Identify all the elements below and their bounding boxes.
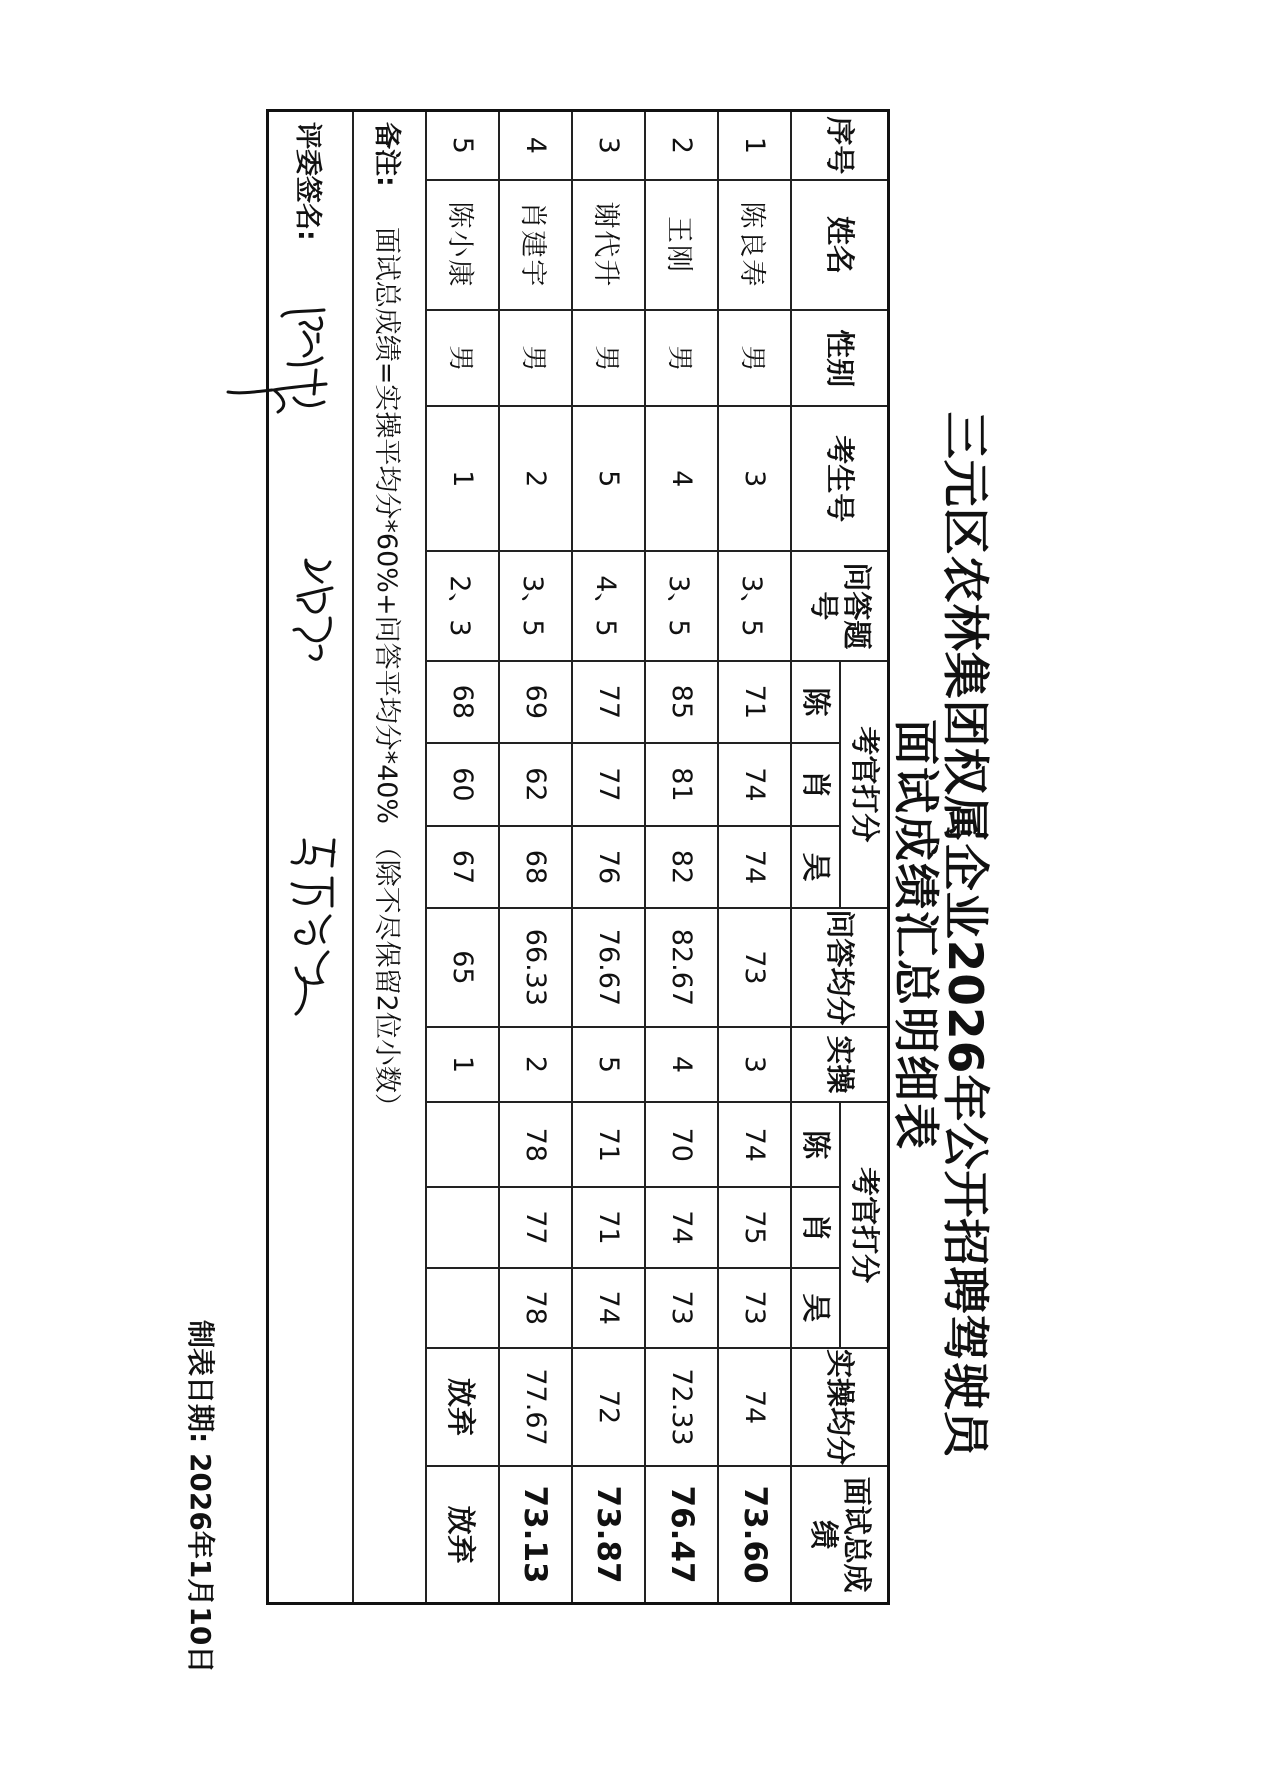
header-qa-examiner: 肖 <box>791 743 840 826</box>
cell-qa-score: 76 <box>572 826 645 909</box>
cell-gender: 男 <box>645 310 718 406</box>
cell-qa-score: 62 <box>499 743 572 826</box>
table-date: 制表日期: 2026年1月10日 <box>184 1320 217 1674</box>
cell-seq: 1 <box>718 111 791 180</box>
cell-practical-score: 75 <box>718 1187 791 1267</box>
cell-qa-avg: 65 <box>426 908 499 1026</box>
cell-qa-question-no: 3、5 <box>645 551 718 660</box>
score-table <box>266 109 890 1605</box>
cell-total: 73.13 <box>499 1466 572 1603</box>
handwritten-signature-2 <box>257 552 344 692</box>
table-row <box>426 111 499 1604</box>
note-row <box>353 111 426 1604</box>
cell-seq: 4 <box>499 111 572 180</box>
cell-qa-score: 68 <box>499 826 572 909</box>
cell-practical-score: 71 <box>572 1102 645 1187</box>
cell-exam-no: 1 <box>426 406 499 551</box>
cell-practical-score <box>426 1187 499 1267</box>
note-text: 面试总成绩=实操平均分*60%+问答平均分*40% （除不尽保留2位小数） <box>370 226 402 1120</box>
cell-gender: 男 <box>572 310 645 406</box>
header-practical-examiner: 肖 <box>791 1187 840 1267</box>
header-practical-scores-group: 考官打分 <box>840 1102 889 1347</box>
cell-qa-score: 68 <box>426 661 499 744</box>
header-practical-examiner: 陈 <box>791 1102 840 1187</box>
note-label: 备注: <box>370 122 402 187</box>
cell-practical-score: 70 <box>645 1102 718 1187</box>
cell-total: 73.60 <box>718 1466 791 1603</box>
cell-practical-score: 78 <box>499 1268 572 1348</box>
cell-practical-score: 74 <box>645 1187 718 1267</box>
cell-name: 谢代升 <box>572 180 645 311</box>
signature-row <box>268 111 353 1604</box>
cell-qa-question-no: 3、5 <box>718 551 791 660</box>
document-title: 三元区农林集团权属企业2026年公开招聘驾驶员 <box>937 411 992 1459</box>
cell-practical: 2 <box>499 1027 572 1103</box>
cell-practical-avg: 72.33 <box>645 1348 718 1466</box>
handwritten-signature-1 <box>217 302 344 482</box>
cell-practical-score: 74 <box>572 1268 645 1348</box>
document-subtitle: 面试成绩汇总明细表 <box>889 719 943 1151</box>
cell-practical-score: 74 <box>718 1102 791 1187</box>
cell-practical-score: 78 <box>499 1102 572 1187</box>
header-qa-question-no: 问答题号 <box>791 551 888 660</box>
cell-qa-score: 60 <box>426 743 499 826</box>
cell-practical-avg: 放弃 <box>426 1348 499 1466</box>
cell-total: 放弃 <box>426 1466 499 1603</box>
cell-practical-score: 73 <box>645 1268 718 1348</box>
header-practical-avg: 实操均分 <box>791 1348 888 1466</box>
handwritten-signature-3 <box>257 832 344 1022</box>
cell-qa-question-no: 3、5 <box>499 551 572 660</box>
cell-seq: 5 <box>426 111 499 180</box>
table-row <box>718 111 791 1604</box>
header-total: 面试总成绩 <box>791 1466 888 1603</box>
cell-practical: 1 <box>426 1027 499 1103</box>
header-gender: 性别 <box>791 310 888 406</box>
header-qa-avg: 问答均分 <box>791 908 888 1026</box>
header-qa-examiner: 吴 <box>791 826 840 909</box>
cell-seq: 3 <box>572 111 645 180</box>
signature-cell <box>268 111 353 1604</box>
cell-qa-score: 77 <box>572 743 645 826</box>
header-row-1 <box>840 111 889 1604</box>
cell-qa-score: 81 <box>645 743 718 826</box>
cell-practical-score <box>426 1268 499 1348</box>
cell-practical: 5 <box>572 1027 645 1103</box>
cell-gender: 男 <box>426 310 499 406</box>
cell-name: 肖建宇 <box>499 180 572 311</box>
cell-total: 76.47 <box>645 1466 718 1603</box>
cell-practical-score: 77 <box>499 1187 572 1267</box>
cell-practical: 3 <box>718 1027 791 1103</box>
cell-gender: 男 <box>718 310 791 406</box>
cell-qa-question-no: 2、3 <box>426 551 499 660</box>
cell-name: 陈良寿 <box>718 180 791 311</box>
cell-exam-no: 3 <box>718 406 791 551</box>
cell-practical-avg: 72 <box>572 1348 645 1466</box>
cell-exam-no: 5 <box>572 406 645 551</box>
cell-qa-avg: 66.33 <box>499 908 572 1026</box>
header-exam-no: 考生号 <box>791 406 888 551</box>
cell-name: 陈小康 <box>426 180 499 311</box>
note-cell <box>353 111 426 1604</box>
cell-practical-score <box>426 1102 499 1187</box>
cell-practical-score: 73 <box>718 1268 791 1348</box>
header-practical-examiner: 吴 <box>791 1268 840 1348</box>
cell-qa-avg: 82.67 <box>645 908 718 1026</box>
cell-qa-score: 71 <box>718 661 791 744</box>
cell-practical-avg: 74 <box>718 1348 791 1466</box>
header-qa-examiner: 陈 <box>791 661 840 744</box>
cell-qa-avg: 73 <box>718 908 791 1026</box>
cell-qa-question-no: 4、5 <box>572 551 645 660</box>
header-qa-scores-group: 考官打分 <box>840 661 889 909</box>
table-row <box>645 111 718 1604</box>
cell-qa-score: 85 <box>645 661 718 744</box>
cell-seq: 2 <box>645 111 718 180</box>
cell-practical-avg: 77.67 <box>499 1348 572 1466</box>
cell-qa-score: 74 <box>718 743 791 826</box>
cell-practical: 4 <box>645 1027 718 1103</box>
cell-qa-score: 67 <box>426 826 499 909</box>
cell-qa-score: 74 <box>718 826 791 909</box>
cell-name: 王刚 <box>645 180 718 311</box>
table-row <box>572 111 645 1604</box>
cell-gender: 男 <box>499 310 572 406</box>
cell-exam-no: 4 <box>645 406 718 551</box>
header-practical: 实操 <box>791 1027 888 1103</box>
cell-total: 73.87 <box>572 1466 645 1603</box>
header-name: 姓名 <box>791 180 888 311</box>
cell-exam-no: 2 <box>499 406 572 551</box>
cell-qa-score: 69 <box>499 661 572 744</box>
cell-practical-score: 71 <box>572 1187 645 1267</box>
signature-label: 评委签名: <box>291 122 323 241</box>
header-seq: 序号 <box>791 111 888 180</box>
table-row <box>499 111 572 1604</box>
cell-qa-score: 82 <box>645 826 718 909</box>
cell-qa-score: 77 <box>572 661 645 744</box>
cell-qa-avg: 76.67 <box>572 908 645 1026</box>
